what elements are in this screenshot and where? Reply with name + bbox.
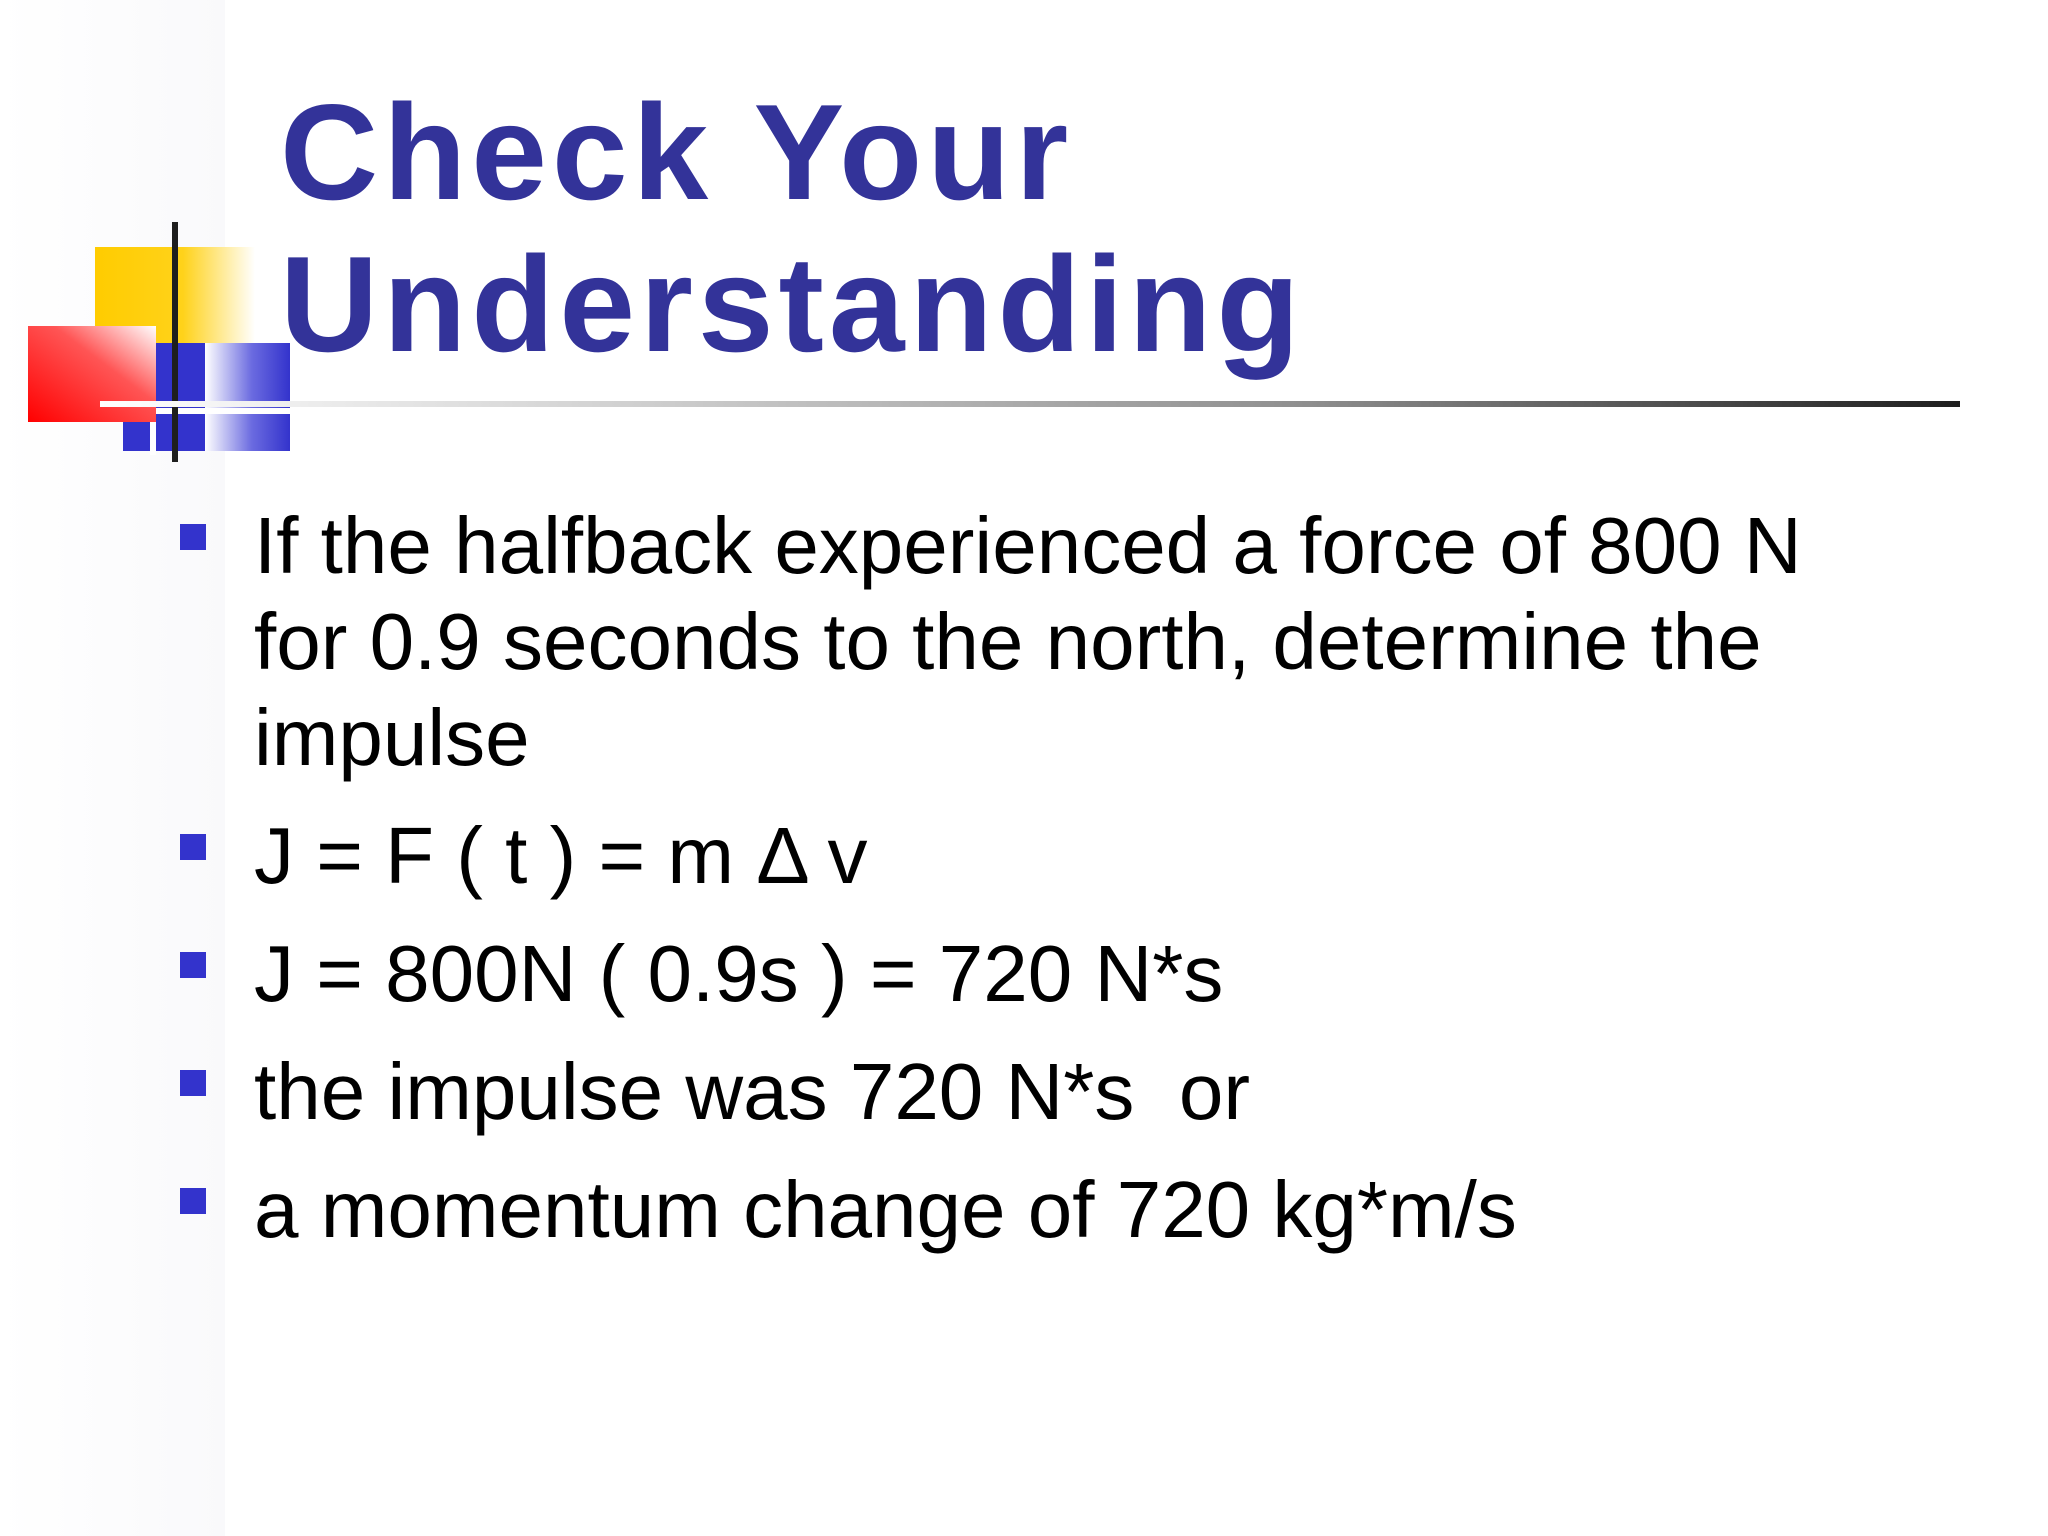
title-line-2: Understanding bbox=[280, 228, 1305, 380]
square-bullet-icon bbox=[180, 1188, 206, 1214]
square-bullet-icon bbox=[180, 834, 206, 860]
bullet-item-formula bbox=[178, 808, 1878, 904]
bullet-item-impulse-result bbox=[178, 1044, 1878, 1140]
title-underline-rule bbox=[100, 401, 1960, 407]
square-bullet-icon bbox=[180, 952, 206, 978]
slide-title bbox=[280, 76, 1305, 380]
bullet-text: If the halfback experienced a force of 800 N for 0.9 seconds to the north, determine the impulse bbox=[254, 501, 1802, 782]
bullet-item-momentum-result bbox=[178, 1162, 1878, 1258]
square-bullet-icon bbox=[180, 1070, 206, 1096]
bullet-item-question bbox=[178, 498, 1878, 786]
vertical-accent-line bbox=[172, 222, 178, 462]
bullet-text: J = 800N ( 0.9s ) = 720 N*s bbox=[254, 929, 1224, 1018]
bullet-list bbox=[178, 498, 1878, 1258]
decorative-squares-logo bbox=[0, 0, 300, 480]
square-bullet-icon bbox=[180, 524, 206, 550]
bullet-item-calculation bbox=[178, 926, 1878, 1022]
bullet-text: a momentum change of 720 kg*m/s bbox=[254, 1165, 1517, 1254]
bullet-text: J = F ( t ) = m Δ v bbox=[254, 811, 868, 900]
red-square-shape bbox=[28, 326, 156, 422]
title-line-1: Check Your bbox=[280, 76, 1074, 228]
blue-square-right-shape bbox=[205, 343, 290, 451]
bullet-text: the impulse was 720 N*s or bbox=[254, 1047, 1251, 1136]
